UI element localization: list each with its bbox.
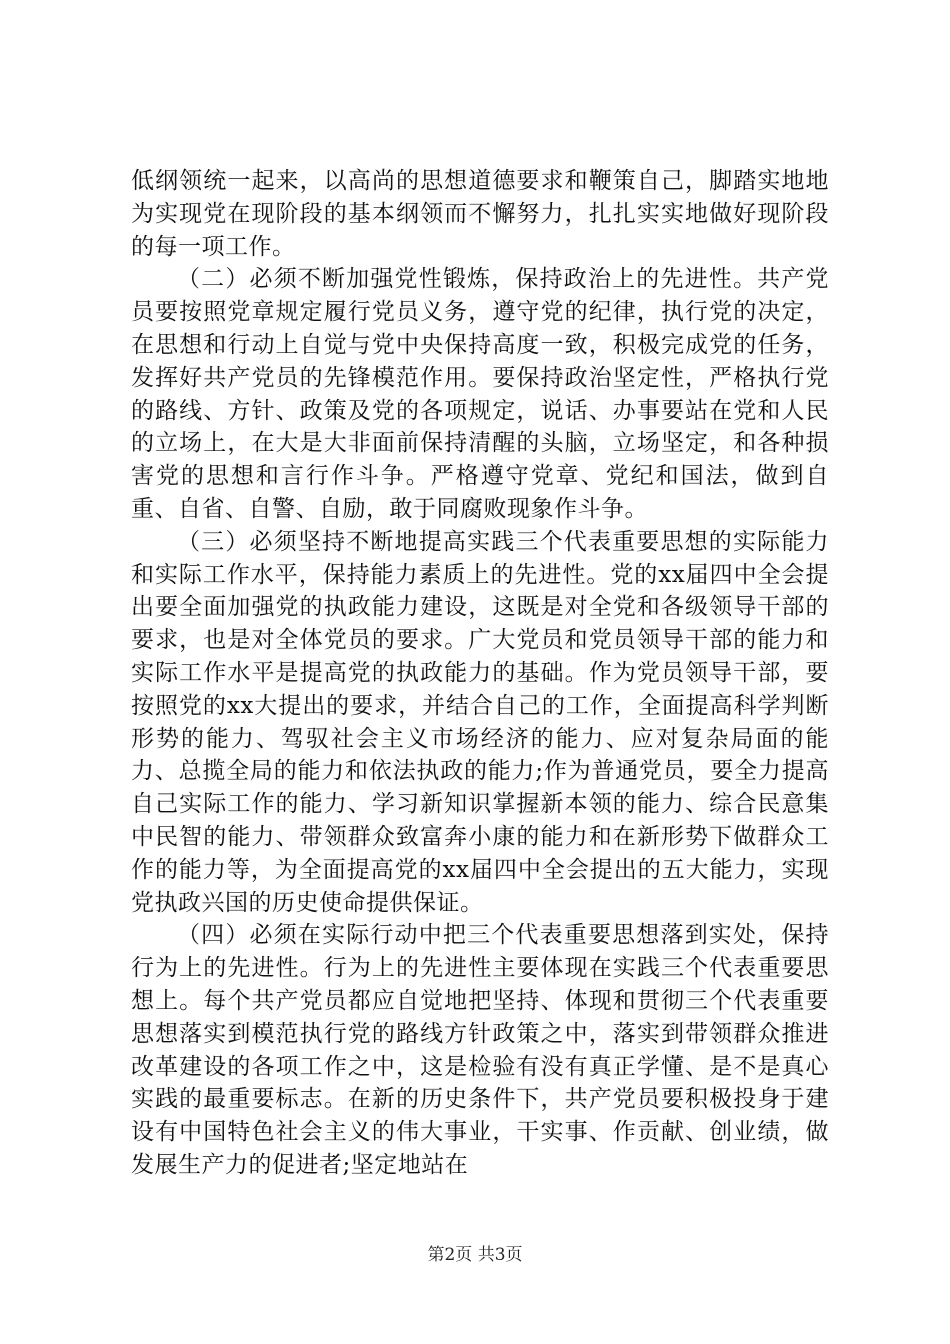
paragraph-section-four: （四）必须在实际行动中把三个代表重要思想落到实处，保持行为上的先进性。行为上的先进性主要体现在实践三个代表重要思想上。每个共产党员都应自觉地把坚持、体现和贯彻三个代表重要思想落实到模范执行党的路线方针政策之中，落实到带领群众推进改革建设的各项工作之中，这是检验有没有真正学懂、是不是真心实践的最重要标志。在新的历史条件下，共产党员要积极投身于建设有中国特色社会主义的伟大事业，干实事、作贡献、创业绩，做发展生产力的促进者;坚定地站在 <box>131 922 829 1178</box>
document-body <box>131 165 829 1182</box>
page-footer: 第2页 共3页 <box>427 1245 523 1265</box>
paragraph-section-three: （三）必须坚持不断地提高实践三个代表重要思想的实际能力和实际工作水平，保持能力素质上的先进性。党的xx届四中全会提出要全面加强党的执政能力建设，这既是对全党和各级领导干部的要求，也是对全体党员的要求。广大党员和党员领导干部的能力和实际工作水平是提高党的执政能力的基础。作为党员领导干部，要按照党的xx大提出的要求，并结合自己的工作，全面提高科学判断形势的能力、驾驭社会主义市场经济的能力、应对复杂局面的能力、总揽全局的能力和依法执政的能力;作为普通党员，要全力提高自己实际工作的能力、学习新知识掌握新本领的能力、综合民意集中民智的能力、带领群众致富奔小康的能力和在新形势下做群众工作的能力等，为全面提高党的xx届四中全会提出的五大能力，实现党执政兴国的历史使命提供保证。 <box>131 528 829 916</box>
paragraph-section-two: （二）必须不断加强党性锻炼，保持政治上的先进性。共产党员要按照党章规定履行党员义务，遵守党的纪律，执行党的决定，在思想和行动上自觉与党中央保持高度一致，积极完成党的任务，发挥好共产党员的先锋模范作用。要保持政治坚定性，严格执行党的路线、方针、政策及党的各项规定，说话、办事要站在党和人民的立场上，在大是大非面前保持清醒的头脑，立场坚定，和各种损害党的思想和言行作斗争。严格遵守党章、党纪和国法，做到自重、自省、自警、自励，敢于同腐败现象作斗争。 <box>131 266 829 522</box>
paragraph-continuation: 低纲领统一起来，以高尚的思想道德要求和鞭策自己，脚踏实地地为实现党在现阶段的基本纲领而不懈努力，扎扎实实地做好现阶段的每一项工作。 <box>131 168 829 260</box>
